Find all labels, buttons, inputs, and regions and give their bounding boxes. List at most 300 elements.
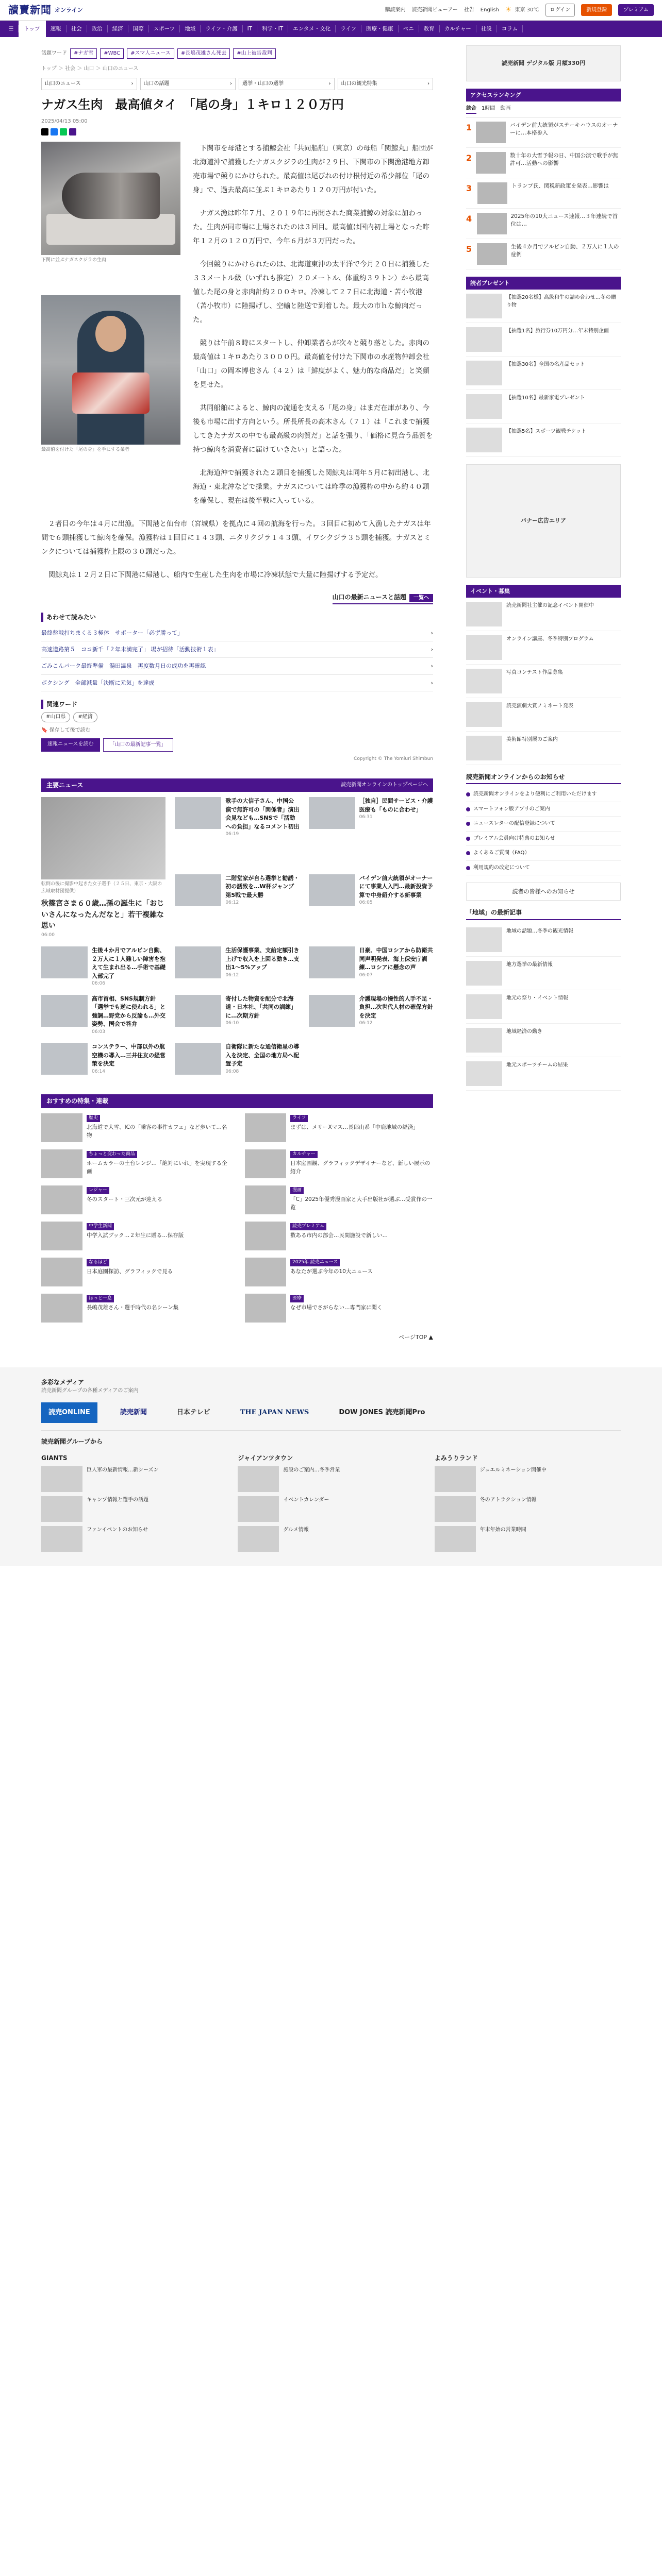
group-item[interactable] xyxy=(435,1466,621,1492)
news-card[interactable] xyxy=(175,995,299,1036)
chevron-right-icon: › xyxy=(328,81,331,87)
rec-card[interactable] xyxy=(245,1113,433,1142)
notice-text: 読者の皆様へのお知らせ xyxy=(512,888,575,895)
photo-caption: 下関に並ぶナガスクジラの生肉 xyxy=(41,258,106,263)
nav-item[interactable]: 社会 xyxy=(67,25,87,32)
bullet-icon xyxy=(466,792,470,796)
service-text: スマートフォン版アプリのご案内 xyxy=(473,806,550,812)
feature-item[interactable] xyxy=(466,990,621,1024)
nav-item[interactable]: コラム xyxy=(497,25,523,32)
sidebar xyxy=(466,45,621,1352)
article-title: ナガス生肉 最高値タイ 「尾の身」１キロ１２０万円 xyxy=(41,97,344,112)
line-share-icon[interactable] xyxy=(60,128,67,135)
group-item-text: ファンイベントのお知らせ xyxy=(87,1527,148,1533)
rec-item-title: 日本庭園観、グラフィックデザイナーなど、新しい展示の紹介 xyxy=(290,1160,431,1175)
bookmark-icon: 🔖 xyxy=(41,727,48,733)
article-paragraph: 北海道沖で捕獲された２頭目を捕獲した関鯨丸は同年５月に初出港し、北海道・東北沖などで操業。ナガスについては昨季の漁獲枠の中から約４０頭を確保し、現在は後半戦に入っている。 xyxy=(193,469,429,505)
news-date: 06:03 xyxy=(92,1029,105,1035)
breaking-news-button[interactable]: 速報ニュースを読む xyxy=(41,738,100,752)
nav-item[interactable]: スポーツ xyxy=(149,25,180,32)
save-for-later[interactable] xyxy=(41,726,433,735)
ranking-item[interactable] xyxy=(466,209,621,239)
rec-thumb xyxy=(245,1149,286,1178)
nav-item[interactable]: 政治 xyxy=(87,25,108,32)
lead-photo xyxy=(41,797,166,879)
rec-card[interactable] xyxy=(41,1222,229,1250)
group-cell-title[interactable]: ジャイアンツタウン xyxy=(238,1454,293,1462)
related-item-title: ボクシング 全部減量「決断に元気」を達成 xyxy=(41,679,155,686)
rec-thumb xyxy=(41,1294,82,1323)
event-heading: イベント・募集 xyxy=(466,585,621,598)
present-heading: 読者プレゼント xyxy=(466,277,621,290)
news-card[interactable] xyxy=(175,946,299,988)
sun-icon: ☀ xyxy=(505,5,512,14)
region-link[interactable] xyxy=(239,78,335,90)
nav-item[interactable]: 科学・IT xyxy=(257,25,288,32)
keyword-bar xyxy=(41,45,433,62)
ranking-item[interactable] xyxy=(466,239,621,269)
keyword-tag[interactable]: #スマ人ニュース xyxy=(127,48,174,59)
feature-item[interactable] xyxy=(466,957,621,990)
breadcrumb[interactable]: トップ ＞ 社会 ＞ 山口 ＞ 山口のニュース xyxy=(41,65,139,72)
group-thumb xyxy=(435,1466,476,1492)
feature-title: 地域経済の動き xyxy=(506,1028,542,1035)
group-cell xyxy=(435,1453,621,1556)
notice-box[interactable] xyxy=(466,883,621,901)
rec-thumb xyxy=(245,1222,286,1250)
news-title: 生後４か月でアルビン自動、２万人に１人難しい障害を抱えて生まれ出る…手術で基礎入部完了 xyxy=(92,947,166,979)
nav-item[interactable]: 医療・健康 xyxy=(361,25,399,32)
site-logo[interactable] xyxy=(8,2,83,18)
ranking-item[interactable] xyxy=(466,148,621,178)
group-cell xyxy=(41,1453,227,1556)
nav-item[interactable]: ライフ xyxy=(336,25,361,32)
news-title: 日豪、中国ロシアから防衛共同声明発表、海上保安庁訓練…ロシアに懸念の声 xyxy=(359,947,433,971)
rec-thumb xyxy=(41,1222,82,1250)
news-title: コンステラー、中部以外の航空機の導入…三井住友の経営策を決定 xyxy=(92,1043,166,1067)
group-item[interactable] xyxy=(41,1526,227,1552)
nav-item[interactable]: エンタメ・文化 xyxy=(288,25,336,32)
present-title: 【抽選1名】旅行券10万円分…年末特別企画 xyxy=(506,328,609,334)
lead-date: 06:00 xyxy=(41,933,55,938)
news-title: 寄付した物資を配分で北海道・日本社、「共同の訓練」に…次期方針 xyxy=(225,995,296,1019)
site-footer xyxy=(0,1367,662,1566)
article-paragraph: ナガス漁は昨年７月、２０１９年に再開された商業捕鯨の対象に加わった。生肉が同市場に上場されたのは３回目。最高値は国内初上場となった昨年１２月の１２０万円で、今年６月が３万円だった。 xyxy=(193,209,429,246)
event-item[interactable] xyxy=(466,698,621,732)
footer-media-label: 多彩なメディア xyxy=(41,1378,85,1386)
group-item[interactable] xyxy=(41,1466,227,1492)
rank-number: 5 xyxy=(466,244,472,254)
group-item[interactable] xyxy=(238,1466,424,1492)
region-link[interactable] xyxy=(338,78,434,90)
related-word-tag[interactable]: #山口県 xyxy=(41,712,70,722)
rec-item-title: なぜ市場でさがらない…専門家に聞く xyxy=(290,1304,383,1311)
rec-item-title: 長嶋茂雄さん・選手時代の名シーン集 xyxy=(87,1304,179,1311)
keyword-tag[interactable]: #ナガ雪 xyxy=(70,48,97,59)
event-item[interactable] xyxy=(466,665,621,698)
article-paragraph: 競りは午前８時にスタートし、仲卸業者らが次々と競り落とした。赤肉の最高値は１キロあたり３０００円。最高値を付けた下関市の水産物仲卸会社「山口」の岡本博也さん（４２）は「鮮度がよく、魅力的な商品だ」と笑顔を見せた。 xyxy=(193,339,429,389)
related-item[interactable] xyxy=(41,625,433,641)
nav-item[interactable]: トップ xyxy=(19,21,45,37)
group-item[interactable] xyxy=(435,1496,621,1522)
news-thumb xyxy=(309,797,355,829)
login-button[interactable]: ログイン xyxy=(545,4,575,17)
feature-item[interactable] xyxy=(466,1024,621,1057)
photo-shape xyxy=(72,372,150,414)
header-link-english[interactable]: English xyxy=(480,7,499,13)
region-link[interactable] xyxy=(140,78,236,90)
rec-item-title: 数ある市内の部会…民間施設で新しい… xyxy=(290,1232,388,1239)
keyword-label: 話題ワード xyxy=(41,50,67,56)
footer-logo[interactable]: 日本テレビ xyxy=(176,1408,210,1416)
present-item[interactable] xyxy=(466,290,621,323)
event-title: 読売演劇大賞ノミネート発表 xyxy=(506,703,573,709)
article-paragraph: 共同船舶によると、鯨肉の流通を支える「尾の身」はまだ在庫があり、今後も市場に出す方向という。所長所長の高木さん（７１）は「これまで捕獲してきたナガスの中でも最高級の肉質だ」と話を張り、「価格に見合う品質を持つ鯨肉を消費者に届けていきたい」と語った。 xyxy=(193,404,433,454)
rank-number: 1 xyxy=(466,122,472,132)
rec-card[interactable] xyxy=(245,1294,433,1323)
rec-card[interactable] xyxy=(41,1113,229,1142)
rec-label: 歴史 xyxy=(87,1115,100,1122)
rec-item-title: 北海道で大雪、ICの「乗客の事件カフェ」など歩いて…名物 xyxy=(87,1124,227,1139)
region-link-label: 山口の話題 xyxy=(143,81,170,87)
feature-thumb xyxy=(466,1061,502,1086)
service-text: 読売新聞オンラインをより便利にご利用いただけます xyxy=(473,791,597,798)
rec-thumb xyxy=(41,1149,82,1178)
event-title: オンライン講座、冬季特別プログラム xyxy=(506,636,594,642)
nav-item[interactable]: 教育 xyxy=(419,25,440,32)
premium-button[interactable]: プレミアム xyxy=(618,4,654,16)
feature-heading: 「地域」の最新記事 xyxy=(466,908,621,920)
sidebar-ad[interactable]: 読売新聞 デジタル版 月額330円 xyxy=(466,45,621,81)
rec-label: なるほど xyxy=(87,1259,109,1266)
service-item[interactable] xyxy=(466,802,621,817)
nav-item[interactable]: カルチャー xyxy=(440,25,476,32)
feature-title: 地元の祭り・イベント情報 xyxy=(506,995,568,1001)
rec-label: 漫画 xyxy=(290,1187,304,1194)
bullet-icon xyxy=(466,822,470,826)
news-card[interactable] xyxy=(175,1043,299,1079)
ranking-item[interactable] xyxy=(466,117,621,148)
feature-title: 地方選挙の最新情報 xyxy=(506,961,553,968)
nav-item[interactable]: ライフ・介護 xyxy=(201,25,242,32)
chevron-right-icon: › xyxy=(431,663,433,670)
footer-logo[interactable]: DOW JONES 読売新聞Pro xyxy=(339,1408,425,1416)
service-item[interactable] xyxy=(466,846,621,861)
rec-item-title: 中学入試ブック…２年生に贈る…保存版 xyxy=(87,1232,184,1239)
present-thumb xyxy=(466,327,502,352)
service-item[interactable] xyxy=(466,832,621,846)
rec-item-title: 冬のスタート・三次元が迎える xyxy=(87,1196,162,1202)
article-photo-buyer[interactable] xyxy=(41,295,180,445)
rec-card[interactable] xyxy=(41,1149,229,1178)
group-item-text: キャンプ情報と選手の話題 xyxy=(87,1497,148,1503)
photo-column xyxy=(41,142,180,517)
news-card[interactable] xyxy=(41,1043,166,1079)
group-grid xyxy=(41,1453,621,1556)
group-thumb xyxy=(41,1526,82,1552)
group-thumb xyxy=(41,1466,82,1492)
news-thumb xyxy=(175,1043,221,1075)
chevron-right-icon: › xyxy=(427,81,429,87)
more-news-label xyxy=(333,591,433,604)
news-date: 06:14 xyxy=(92,1069,105,1074)
ranking-tab[interactable]: 総合 xyxy=(466,105,476,114)
bookmark-icon[interactable] xyxy=(69,128,76,135)
rec-thumb xyxy=(245,1185,286,1214)
group-item-text: イベントカレンダー xyxy=(283,1497,329,1503)
nav-item[interactable]: 国際 xyxy=(128,25,149,32)
article-text-full xyxy=(41,517,433,582)
related-item[interactable] xyxy=(41,675,433,691)
related-word-tag[interactable]: #経済 xyxy=(73,712,97,722)
rec-thumb xyxy=(245,1258,286,1286)
related-item-title: ごみこんパーク最終準備 湯田温泉 再度数月日の成功を再確認 xyxy=(41,663,206,670)
weather-text: 東京 30℃ xyxy=(515,7,539,13)
present-item[interactable] xyxy=(466,390,621,423)
main-news-lead[interactable] xyxy=(41,797,166,939)
rank-thumb xyxy=(476,122,506,143)
header-link-viewer[interactable]: 読売新聞ビューアー xyxy=(411,7,458,13)
news-card[interactable] xyxy=(175,874,299,939)
event-thumb xyxy=(466,635,502,660)
news-card[interactable] xyxy=(41,946,166,988)
article-text xyxy=(193,142,433,517)
related-heading: あわせて読みたい xyxy=(41,613,433,622)
nav-item[interactable]: 経済 xyxy=(108,25,128,32)
group-thumb xyxy=(41,1496,82,1522)
rec-thumb xyxy=(41,1258,82,1286)
service-item[interactable] xyxy=(466,787,621,802)
event-title: 写真コンテスト作品募集 xyxy=(506,669,563,675)
nav-item[interactable]: 社説 xyxy=(476,25,497,32)
page-top-label: ページTOP xyxy=(399,1333,427,1341)
rec-label: ちょっと変わった商品 xyxy=(87,1151,137,1158)
header-link-notice[interactable]: 社告 xyxy=(464,7,474,13)
rec-grid xyxy=(41,1113,433,1323)
present-thumb xyxy=(466,361,502,385)
news-thumb xyxy=(309,946,355,978)
news-title: 歌手の大信子さん、中国公演で無許可の「関係者」演出会見なども…SNSで「活動への負担」なるコメント初出 xyxy=(225,798,300,830)
nav-item[interactable]: 地域 xyxy=(180,25,201,32)
chevron-right-icon: › xyxy=(431,630,433,637)
present-item[interactable] xyxy=(466,323,621,357)
rank-number: 4 xyxy=(466,213,472,224)
save-label: 保存して後で読む xyxy=(49,727,91,733)
rec-label: ライフ xyxy=(290,1115,308,1122)
rec-card[interactable] xyxy=(41,1185,229,1214)
feature-item[interactable] xyxy=(466,1057,621,1091)
news-title: ［独自］民間サービス・介護医療も「ものに合わせ」 xyxy=(359,798,433,813)
rec-card[interactable] xyxy=(41,1258,229,1286)
group-item[interactable] xyxy=(435,1526,621,1552)
photo-caption: 最高値を付けた「尾の身」を手にする業者 xyxy=(41,447,130,453)
article-paragraph: 関鯨丸は１２月２日に下関港に帰港し、船内で生産した生肉を市場に冷凍状態で大量に陸揚げする予定だ。 xyxy=(48,571,383,580)
news-thumb xyxy=(175,946,221,978)
rec-label: 医療 xyxy=(290,1295,304,1302)
rec-title: おすすめの特集・連載 xyxy=(46,1097,109,1105)
rec-card[interactable] xyxy=(245,1149,433,1178)
x-share-icon[interactable] xyxy=(41,128,48,135)
news-thumb xyxy=(309,874,355,906)
page-top-link[interactable] xyxy=(41,1333,433,1342)
related-words xyxy=(41,712,433,722)
bullet-icon xyxy=(466,851,470,855)
rec-thumb xyxy=(245,1294,286,1323)
present-item[interactable] xyxy=(466,423,621,457)
weather-widget[interactable] xyxy=(505,5,539,16)
bullet-icon xyxy=(466,837,470,841)
chevron-up-icon: ▲ xyxy=(428,1333,433,1341)
region-link-label: 山口の観光特集 xyxy=(341,81,377,87)
news-card[interactable] xyxy=(309,995,433,1036)
group-thumb xyxy=(435,1526,476,1552)
related-item-title: 最終盤戦打ちまくる３極体 サポーター「必ず勝って」 xyxy=(41,630,183,637)
rec-item-title: ホームカラーの土台レンジ…「絶対にいれ」を実現する企画 xyxy=(87,1160,227,1175)
more-news-link[interactable] xyxy=(41,591,433,604)
news-card[interactable] xyxy=(309,874,433,939)
news-title: 自衛隊に新たな通信衛星の導入を決定、全国の地方局へ配置予定 xyxy=(225,1043,300,1067)
group-item[interactable] xyxy=(41,1496,227,1522)
lead-caption: 転倒の後に撮影中起きた女子選手（２５日、東京・大阪の広域取材団提供） xyxy=(41,882,162,894)
photo-shape xyxy=(95,316,126,352)
event-item[interactable] xyxy=(466,598,621,631)
ranking-tab[interactable]: 動画 xyxy=(500,106,511,112)
bullet-icon xyxy=(466,866,470,870)
group-item-text: 巨人軍の最新情報…新シーズン xyxy=(87,1467,159,1473)
footer-logo[interactable]: 読売新聞 xyxy=(120,1408,147,1416)
present-thumb xyxy=(466,394,502,419)
event-item[interactable] xyxy=(466,732,621,765)
related-item[interactable] xyxy=(41,658,433,674)
group-thumb xyxy=(238,1526,279,1552)
group-item[interactable] xyxy=(238,1526,424,1552)
service-item[interactable] xyxy=(466,817,621,832)
present-title: 【抽選10名】最新家電プレゼント xyxy=(506,395,585,401)
more-news-text: 山口の最新ニュースと話題 xyxy=(332,594,406,601)
news-date: 06:12 xyxy=(225,972,239,978)
event-title: 美術館特別展のご案内 xyxy=(506,736,558,742)
group-cell xyxy=(238,1453,424,1556)
news-thumb xyxy=(175,995,221,1027)
news-date: 06:08 xyxy=(225,1069,239,1074)
event-item[interactable] xyxy=(466,631,621,665)
group-item-text: 冬のアトラクション情報 xyxy=(479,1497,537,1503)
rec-card[interactable] xyxy=(41,1294,229,1323)
news-date: 06:31 xyxy=(359,815,373,820)
feature-item[interactable] xyxy=(466,923,621,957)
nav-menu-icon[interactable]: ☰ xyxy=(4,25,19,32)
service-text: よくあるご質問（FAQ） xyxy=(473,850,530,856)
footer-logo[interactable]: 読売ONLINE xyxy=(41,1402,97,1423)
rec-card[interactable] xyxy=(245,1185,433,1214)
feature-thumb xyxy=(466,1028,502,1053)
news-title: 高市首相、SNS規制方針「選挙でも逆に使われる」と強調…野党から反論も…外交姿勢、国会で答弁 xyxy=(92,995,166,1028)
news-title: バイデン前大統領がオーナーにて事業人入門…最新投資予算で中身紹介する新事業 xyxy=(359,874,433,899)
news-thumb xyxy=(41,946,88,978)
keyword-tag[interactable]: #WBC xyxy=(100,48,124,59)
group-item[interactable] xyxy=(238,1496,424,1522)
article-body xyxy=(41,142,433,517)
footer-media-note: 読売新聞グループの各種メディアのご案内 xyxy=(41,1388,139,1394)
ranking-item[interactable] xyxy=(466,178,621,209)
rec-item-title: あなたが選ぶ今年の10大ニュース xyxy=(290,1268,373,1275)
rec-thumb xyxy=(41,1113,82,1142)
region-list-button[interactable]: 「山口の最新記事一覧」 xyxy=(103,738,173,752)
related-item-title: 高速道路第５ ココ新千「２年未満完了」 場が招待「活動技術１表」 xyxy=(41,646,219,653)
region-link-label: 選挙・山口の選挙 xyxy=(242,81,284,87)
related-words-heading: 関連ワード xyxy=(41,700,433,709)
news-thumb xyxy=(175,874,221,906)
news-thumb xyxy=(41,995,88,1027)
main-news-grid xyxy=(41,797,433,1079)
event-thumb xyxy=(466,602,502,626)
news-card[interactable] xyxy=(309,797,433,867)
present-title: 【抽選5名】スポーツ観戦チケット xyxy=(506,428,587,434)
group-cell-title[interactable]: GIANTS xyxy=(41,1454,68,1462)
rank-title: 生後４か月でアルビン自動、２万人に１人の症例 xyxy=(510,243,619,258)
rec-card[interactable] xyxy=(245,1222,433,1250)
news-card[interactable] xyxy=(41,995,166,1036)
news-card[interactable] xyxy=(175,797,299,867)
rank-number: 3 xyxy=(466,183,472,193)
footer-logos xyxy=(41,1395,621,1431)
header-link-subscribe[interactable]: 購読案内 xyxy=(385,7,406,13)
chevron-right-icon: › xyxy=(131,81,134,87)
keyword-tag[interactable]: #長嶋茂雄さん死去 xyxy=(177,48,230,59)
footer-logo[interactable]: THE JAPAN NEWS xyxy=(240,1408,309,1416)
news-card[interactable] xyxy=(309,946,433,988)
article-photo-whale-meat[interactable] xyxy=(41,142,180,255)
rank-thumb xyxy=(477,243,507,265)
rec-label: 読売プレミアム xyxy=(290,1223,326,1230)
top-page-link[interactable]: 読売新聞オンラインのトップページへ xyxy=(341,782,428,788)
sidebar-ad-2[interactable]: バナー広告エリア xyxy=(466,464,621,578)
group-item-text: グルメ情報 xyxy=(283,1527,309,1533)
keyword-tag[interactable]: #山上被告裁判 xyxy=(233,48,275,59)
service-heading: 読売新聞オンラインからのお知らせ xyxy=(466,772,621,785)
rec-label: カルチャー xyxy=(290,1151,318,1158)
group-cell-title[interactable]: よみうりランド xyxy=(434,1454,478,1462)
news-title: 介護現場の慢性的人手不足・負担…次世代人材の確保方針を決定 xyxy=(359,995,433,1019)
related-item[interactable] xyxy=(41,641,433,658)
ranking-tab[interactable]: 1時間 xyxy=(482,106,495,112)
page-body xyxy=(0,45,662,1352)
region-link[interactable] xyxy=(41,78,137,90)
service-item[interactable] xyxy=(466,861,621,876)
nav-item[interactable]: IT xyxy=(243,25,258,32)
news-date: 06:05 xyxy=(359,900,373,906)
news-title: 二階堂家が自ら選挙と勧誘・初の誘致を…W杯ジャンプ第5戦で最大勝 xyxy=(225,874,300,899)
rec-item-title: 「C」2025年優秀漫画家と大手出版社が選ぶ…受賞作の一覧 xyxy=(290,1196,433,1211)
rank-title: 2025年の10大ニュース速報…３年連続で首位は… xyxy=(510,213,618,227)
header-actions xyxy=(385,4,654,17)
global-nav xyxy=(0,21,662,37)
main-news-title: 主要ニュース xyxy=(46,781,84,789)
nav-item[interactable]: ベニ xyxy=(399,25,419,32)
facebook-share-icon[interactable] xyxy=(51,128,58,135)
present-item[interactable] xyxy=(466,357,621,390)
more-news-button[interactable]: 一覧へ xyxy=(409,594,433,602)
rank-title: トランプ氏、関税新政策を発表…影響は xyxy=(511,182,609,189)
event-thumb xyxy=(466,736,502,760)
nav-item[interactable]: 速報 xyxy=(46,25,67,32)
register-button[interactable]: 新規登録 xyxy=(581,4,612,16)
main-news-header xyxy=(41,778,433,792)
region-links xyxy=(41,78,433,90)
feature-title: 地域の話題…冬季の観光情報 xyxy=(506,928,573,934)
rec-card[interactable] xyxy=(245,1258,433,1286)
article-date: 2025/04/13 05:00 xyxy=(41,118,88,124)
